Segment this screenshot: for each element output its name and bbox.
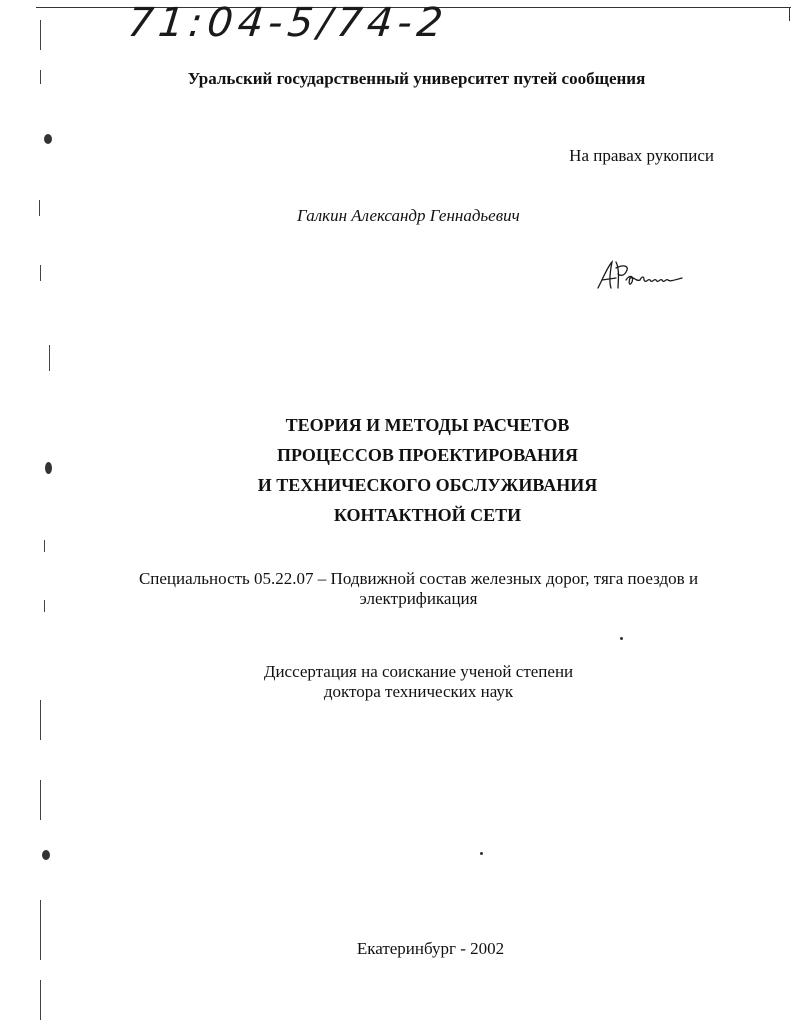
degree-line: доктора технических наук [323, 682, 514, 701]
author-signature [594, 258, 686, 294]
degree-block [21, 662, 795, 702]
title-line: ТЕОРИЯ И МЕТОДЫ РАСЧЕТОВ [285, 415, 570, 435]
author-name: Галкин Александр Геннадьевич [297, 206, 520, 225]
degree-line: Диссертация на соискание ученой степени [263, 662, 574, 681]
specialty-line: Специальность 05.22.07 – Подвижной состав железных дорог, тяга поездов и [138, 569, 699, 588]
specialty-block [21, 569, 795, 609]
scan-mark [40, 20, 41, 50]
scan-mark [39, 200, 40, 216]
scan-border-right [789, 7, 790, 21]
scan-mark [40, 265, 41, 281]
university-name: Уральский государственный университет путей сообщения [187, 69, 646, 88]
title-line: ПРОЦЕССОВ ПРОЕКТИРОВАНИЯ [276, 445, 579, 465]
archive-handwritten-number: 71:04-5/74-2 [125, 0, 450, 46]
title-line: КОНТАКТНОЙ СЕТИ [333, 505, 522, 525]
dissertation-title [30, 410, 795, 530]
title-line: И ТЕХНИЧЕСКОГО ОБСЛУЖИВАНИЯ [257, 475, 598, 495]
scan-mark [44, 540, 45, 552]
city-year: Екатеринбург - 2002 [356, 939, 505, 958]
scan-speck [42, 850, 50, 860]
scan-mark [40, 980, 41, 1020]
specialty-line: электрификация [359, 589, 478, 608]
manuscript-rights-note: На правах рукописи [569, 146, 714, 165]
scan-speck [620, 637, 623, 640]
scan-speck [44, 134, 52, 144]
scan-mark [40, 780, 41, 820]
scan-speck [480, 852, 483, 855]
scan-mark [49, 345, 50, 371]
scan-mark [40, 700, 41, 740]
